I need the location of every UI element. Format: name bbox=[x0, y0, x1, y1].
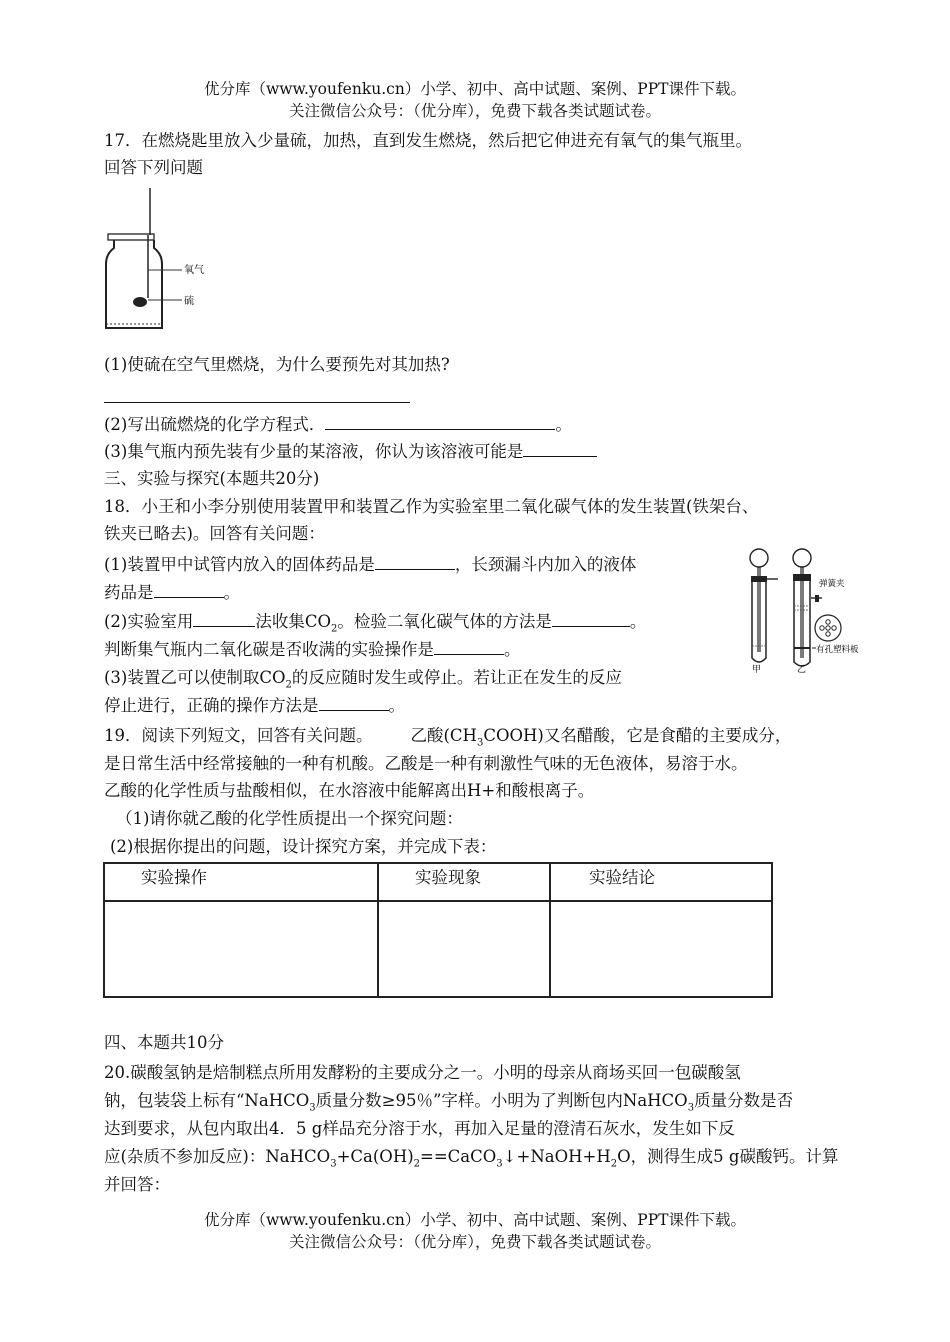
footer-line-2: 关注微信公众号：（优分库），免费下载各类试题试卷。 bbox=[288, 1233, 661, 1251]
q18-test-blank[interactable] bbox=[552, 609, 630, 627]
label-spring-clamp: 弹簧夹 bbox=[819, 579, 845, 589]
table-header-row bbox=[104, 863, 772, 901]
header-conclusion: 实验结论 bbox=[550, 863, 772, 901]
cell-operation[interactable] bbox=[104, 901, 378, 997]
q18-stop-method-blank[interactable] bbox=[319, 693, 389, 711]
q19-part-1: （1)请你就乙酸的化学性质提出一个探究问题： bbox=[116, 809, 463, 828]
q20-line-4: 应(杂质不参加反应)：$NaHCO_3+Ca(OH)_2==CaCO_3↓+NaOH+H_2O$，测得生成5 g碳酸钙。计算 bbox=[104, 1147, 839, 1170]
q18-stem-line-2: 铁夹已略去)。回答有关问题： bbox=[104, 524, 325, 543]
q18-collect-blank[interactable] bbox=[193, 609, 255, 627]
label-apparatus-yi: 乙 bbox=[797, 665, 807, 675]
q17-stem-line-1: 17．在燃烧匙里放入少量硫，加热，直到发生燃烧，然后把它伸进充有氧气的集气瓶里。 bbox=[104, 131, 752, 150]
label-sulfur: 硫 bbox=[184, 296, 194, 307]
co2-apparatus-figure bbox=[742, 548, 862, 676]
q19-part-2: (2)根据你提出的问题，设计探究方案，并完成下表： bbox=[110, 837, 497, 856]
q17-stem-line-2: 回答下列问题 bbox=[104, 158, 203, 177]
label-plastic-plate: 有孔塑料板 bbox=[816, 645, 859, 655]
header-phenomenon: 实验现象 bbox=[378, 863, 550, 901]
q17-part-3 bbox=[104, 439, 597, 465]
q20-line-1: 20.碳酸氢钠是焙制糕点所用发酵粉的主要成分之一。小明的母亲从商场买回一包碳酸氢 bbox=[104, 1063, 741, 1082]
q18-part-3-line-2: 停止进行，正确的操作方法是 。 bbox=[104, 693, 405, 719]
cell-conclusion[interactable] bbox=[550, 901, 772, 997]
experiment-table bbox=[103, 862, 773, 998]
q17-equation-blank[interactable] bbox=[325, 412, 555, 430]
q18-stem-line-1: 18．小王和小李分别使用装置甲和装置乙作为实验室里二氧化碳气体的发生装置(铁架台、 bbox=[104, 497, 759, 516]
q18-part-2-line-2: 判断集气瓶内二氧化碳是否收满的实验操作是 。 bbox=[104, 637, 521, 663]
q17-part-3-text: (3)集气瓶内预先装有少量的某溶液，你认为该溶液可能是 bbox=[104, 442, 524, 461]
label-apparatus-jia: 甲 bbox=[752, 665, 762, 675]
section-4-title: 四、本题共10分 bbox=[104, 1033, 224, 1052]
q18-part-1-line-2: 药品是 。 bbox=[104, 580, 240, 606]
footer-line-1: 优分库（www.youfenku.cn）小学、初中、高中试题、案例、PPT课件下载。 bbox=[203, 1211, 747, 1229]
q18-part-2-line-1: (2)实验室用 法收集$CO_2$。检验二氧化碳气体的方法是 。 bbox=[104, 609, 646, 642]
q19-line-3: 乙酸的化学性质与盐酸相似，在水溶液中能解离出H+和酸根离子。 bbox=[104, 781, 595, 800]
q17-part-1-answer-line[interactable] bbox=[104, 402, 410, 403]
q18-solid-blank[interactable] bbox=[375, 552, 455, 570]
q18-part-1-line-1: (1)装置甲中试管内放入的固体药品是 ，长颈漏斗内加入的液体 bbox=[104, 552, 636, 578]
q20-line-5: 并回答： bbox=[104, 1175, 170, 1194]
header-operation: 实验操作 bbox=[104, 863, 378, 901]
gas-bottle-figure bbox=[100, 188, 220, 336]
q18-liquid-blank[interactable] bbox=[154, 580, 224, 598]
q20-line-3: 达到要求，从包内取出4．5 g样品充分溶于水，再加入足量的澄清石灰水，发生如下反 bbox=[104, 1119, 735, 1138]
header-line-2: 关注微信公众号：（优分库），免费下载各类试题试卷。 bbox=[288, 102, 661, 120]
q18-full-check-blank[interactable] bbox=[434, 637, 504, 655]
q19-line-2: 是日常生活中经常接触的一种有机酸。乙酸是一种有刺激性气味的无色液体，易溶于水。 bbox=[104, 754, 748, 773]
section-3-title: 三、实验与探究(本题共20分) bbox=[104, 469, 320, 488]
label-oxygen: 氧气 bbox=[184, 265, 204, 276]
q17-solution-blank[interactable] bbox=[523, 439, 597, 457]
q17-part-1: (1)使硫在空气里燃烧，为什么要预先对其加热? bbox=[104, 355, 450, 374]
header-line-1: 优分库（www.youfenku.cn）小学、初中、高中试题、案例、PPT课件下载。 bbox=[203, 80, 747, 98]
q18-part-3-line-1: (3)装置乙可以使制取$CO_2$的反应随时发生或停止。若让正在发生的反应 bbox=[104, 668, 622, 691]
q17-part-2-text: (2)写出硫燃烧的化学方程式． bbox=[104, 415, 326, 434]
table-row bbox=[104, 901, 772, 997]
q19-line-1: 19．阅读下列短文，回答有关问题。 乙酸$(CH_3COOH)$又名醋酸，它是食醋的主要成分， bbox=[104, 726, 792, 749]
q20-line-2: 钠，包装袋上标有“NaHCO$_3$质量分数≥95％”字样。小明为了判断包内NaHCO$_3$质量分数是否 bbox=[104, 1091, 794, 1114]
q17-part-2: (2)写出硫燃烧的化学方程式． 。 bbox=[104, 412, 572, 438]
cell-phenomenon[interactable] bbox=[378, 901, 550, 997]
